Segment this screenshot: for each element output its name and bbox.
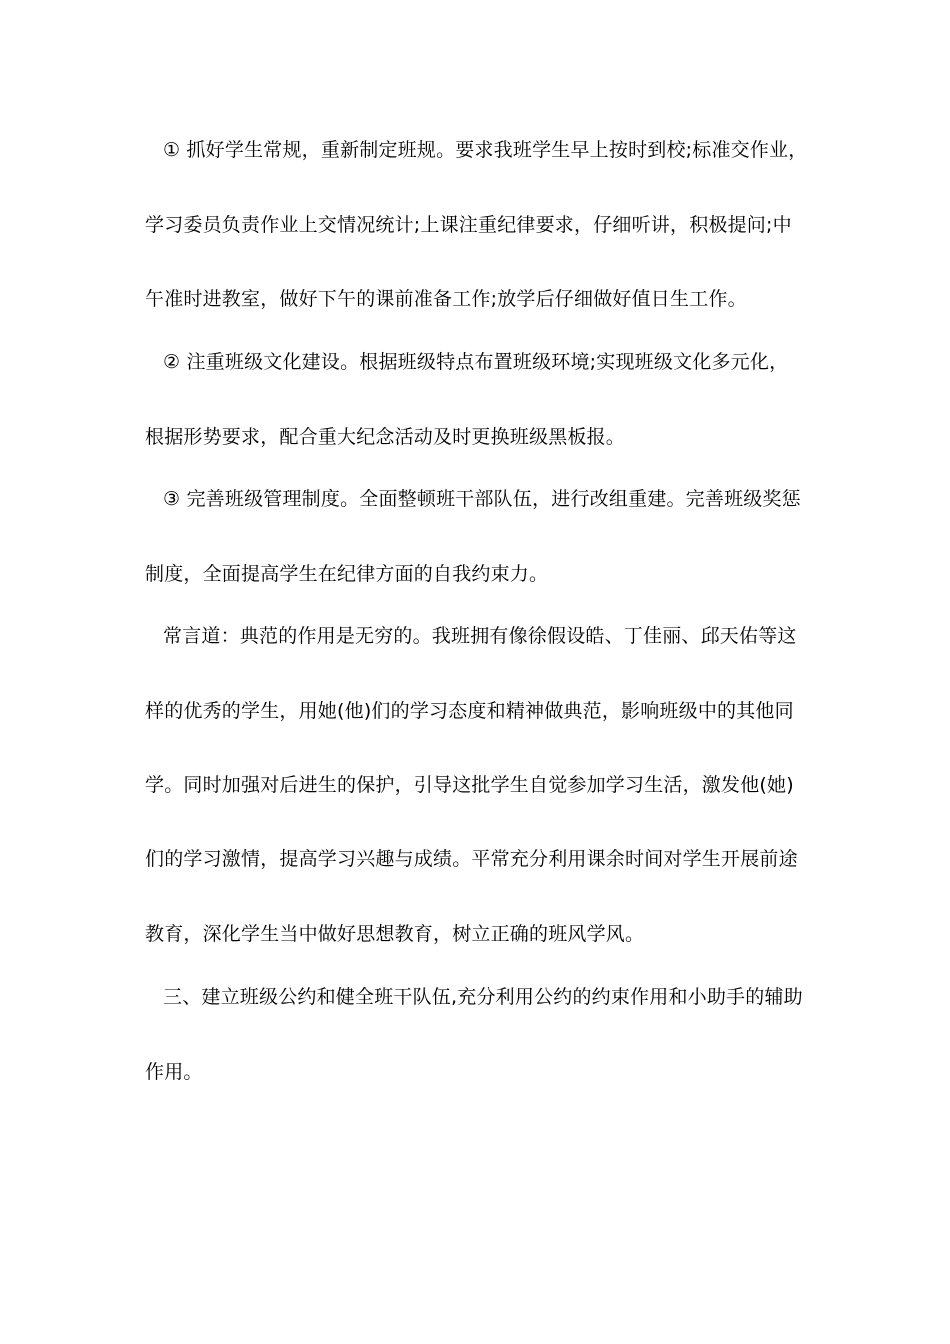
text-line-1: ① 抓好学生常规，重新制定班规。要求我班学生早上按时到校;标准交作业， (163, 139, 808, 161)
text-line-14: 作用。 (145, 1061, 203, 1083)
text-line-8: 常言道：典范的作用是无穷的。我班拥有像徐假设皓、丁佳丽、邱天佑等这 (163, 625, 797, 647)
text-line-4: ② 注重班级文化建设。根据班级特点布置班级环境;实现班级文化多元化， (163, 351, 789, 373)
text-line-10: 学。同时加强对后进生的保护，引导这批学生自觉参加学习生活，激发他(她) (145, 774, 794, 796)
text-line-5: 根据形势要求，配合重大纪念活动及时更换班级黑板报。 (145, 426, 626, 448)
text-line-13: 三、建立班级公约和健全班干队伍,充分利用公约的约束作用和小助手的辅助 (163, 986, 803, 1008)
text-line-12: 教育，深化学生当中做好思想教育，树立正确的班风学风。 (145, 923, 645, 945)
text-line-3: 午准时进教室，做好下午的课前准备工作;放学后仔细做好值日生工作。 (145, 288, 747, 310)
text-line-9: 样的优秀的学生，用她(他)们的学习态度和精神做典范，影响班级中的其他同 (145, 700, 794, 722)
text-line-6: ③ 完善班级管理制度。全面整顿班干部队伍，进行改组重建。完善班级奖惩 (163, 488, 801, 510)
text-line-11: 们的学习激情，提高学习兴趣与成绩。平常充分利用课余时间对学生开展前途 (145, 848, 798, 870)
text-line-7: 制度，全面提高学生在纪律方面的自我约束力。 (145, 563, 549, 585)
text-line-2: 学习委员负责作业上交情况统计;上课注重纪律要求，仔细听讲，积极提问;中 (145, 214, 792, 236)
